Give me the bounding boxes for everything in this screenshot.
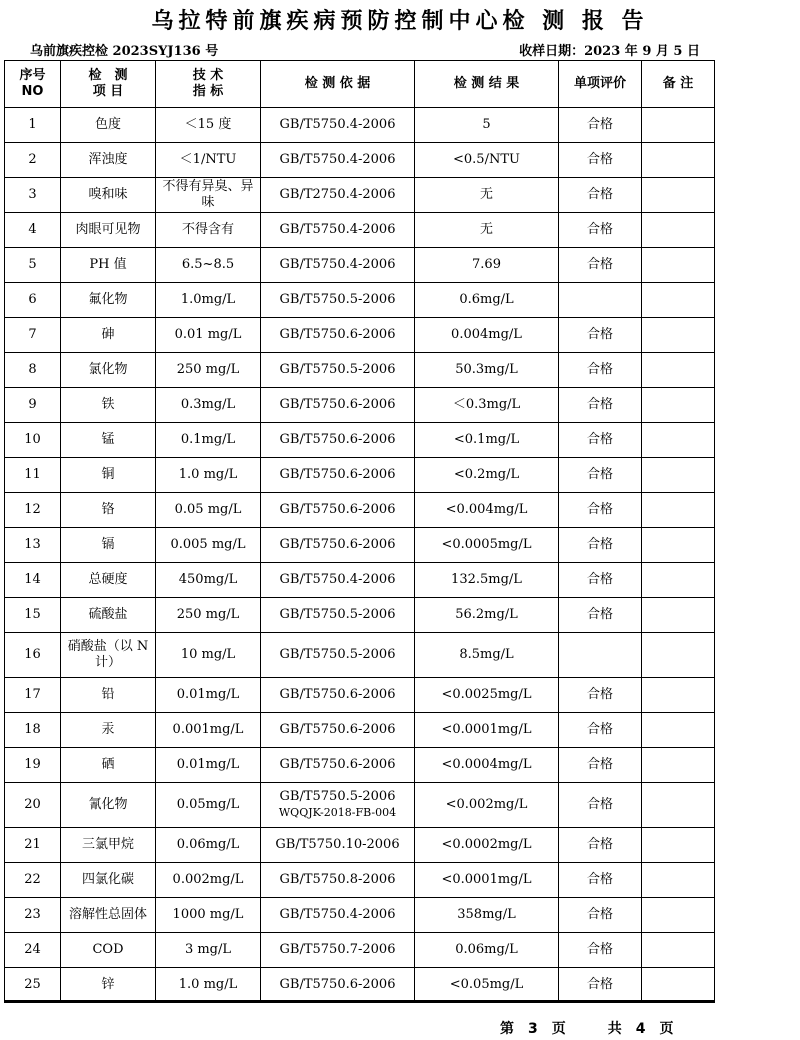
row-basis-text: GB/T5750.6-2006 — [279, 757, 396, 772]
table-row — [5, 353, 715, 388]
row-basis — [261, 493, 415, 528]
results-table — [4, 60, 715, 1003]
row-basis-text: GB/T5750.6-2006 — [279, 327, 396, 342]
row-spec: 0.005 mg/L — [156, 528, 261, 563]
row-item: 铁 — [61, 388, 156, 423]
table-row — [5, 458, 715, 493]
row-spec: 不得有异臭、异味 — [156, 178, 261, 213]
table-row — [5, 423, 715, 458]
row-remark — [642, 528, 715, 563]
row-result: <0.0005mg/L — [415, 528, 559, 563]
row-basis — [261, 898, 415, 933]
row-no: 1 — [5, 108, 61, 143]
table-row — [5, 933, 715, 968]
page-footer: 第 3 页 共 4 页 — [500, 1021, 674, 1037]
table-row — [5, 863, 715, 898]
row-basis-text: GB/T5750.6-2006 — [279, 537, 396, 552]
row-item: 硒 — [61, 748, 156, 783]
row-spec: 不得含有 — [156, 213, 261, 248]
row-no: 5 — [5, 248, 61, 283]
row-no: 4 — [5, 213, 61, 248]
row-remark — [642, 968, 715, 1003]
row-eval — [559, 283, 642, 318]
row-remark — [642, 933, 715, 968]
row-eval: 合格 — [559, 353, 642, 388]
row-eval: 合格 — [559, 933, 642, 968]
row-result: 132.5mg/L — [415, 563, 559, 598]
row-eval: 合格 — [559, 828, 642, 863]
row-no: 25 — [5, 968, 61, 1003]
row-no: 15 — [5, 598, 61, 633]
row-item: 四氯化碳 — [61, 863, 156, 898]
row-remark — [642, 713, 715, 748]
row-result: <0.002mg/L — [415, 783, 559, 828]
table-row — [5, 713, 715, 748]
row-eval: 合格 — [559, 318, 642, 353]
row-result: ＜0.3mg/L — [415, 388, 559, 423]
row-no: 18 — [5, 713, 61, 748]
row-basis — [261, 423, 415, 458]
row-basis-text: GB/T5750.4-2006 — [279, 572, 396, 587]
header-no: 序号 NO — [5, 61, 61, 108]
row-item: 氰化物 — [61, 783, 156, 828]
row-spec: ＜1/NTU — [156, 143, 261, 178]
row-spec: 450mg/L — [156, 563, 261, 598]
row-basis — [261, 178, 415, 213]
row-basis — [261, 458, 415, 493]
row-result: 56.2mg/L — [415, 598, 559, 633]
row-basis — [261, 933, 415, 968]
row-remark — [642, 598, 715, 633]
row-eval: 合格 — [559, 528, 642, 563]
row-no: 12 — [5, 493, 61, 528]
row-item: PH 值 — [61, 248, 156, 283]
row-result: <0.0001mg/L — [415, 863, 559, 898]
row-remark — [642, 493, 715, 528]
table-row — [5, 493, 715, 528]
report-title: 乌拉特前旗疾病预防控制中心检 测 报 告 — [151, 9, 649, 34]
row-basis — [261, 783, 415, 828]
row-item: 肉眼可见物 — [61, 213, 156, 248]
row-result: 无 — [415, 178, 559, 213]
row-spec: 0.01mg/L — [156, 678, 261, 713]
row-eval: 合格 — [559, 493, 642, 528]
table-row — [5, 388, 715, 423]
row-remark — [642, 828, 715, 863]
table-row — [5, 678, 715, 713]
row-item: 三氯甲烷 — [61, 828, 156, 863]
row-item: 铬 — [61, 493, 156, 528]
row-remark — [642, 143, 715, 178]
row-basis — [261, 143, 415, 178]
row-spec: 3 mg/L — [156, 933, 261, 968]
table-row — [5, 108, 715, 143]
row-result: <0.0001mg/L — [415, 713, 559, 748]
row-item: 硫酸盐 — [61, 598, 156, 633]
row-basis — [261, 563, 415, 598]
row-basis — [261, 318, 415, 353]
row-item: 铅 — [61, 678, 156, 713]
row-basis-text: GB/T5750.8-2006 — [279, 872, 396, 887]
row-eval: 合格 — [559, 863, 642, 898]
row-item: 镉 — [61, 528, 156, 563]
row-basis — [261, 633, 415, 678]
row-eval: 合格 — [559, 213, 642, 248]
header-remark: 备 注 — [642, 61, 715, 108]
row-result: 5 — [415, 108, 559, 143]
row-basis-text: GB/T5750.6-2006 — [279, 977, 396, 992]
row-no: 13 — [5, 528, 61, 563]
row-eval: 合格 — [559, 783, 642, 828]
header-item: 检 测 项 目 — [61, 61, 156, 108]
row-result: 7.69 — [415, 248, 559, 283]
row-item: 嗅和味 — [61, 178, 156, 213]
row-basis — [261, 678, 415, 713]
row-remark — [642, 248, 715, 283]
row-eval: 合格 — [559, 388, 642, 423]
row-spec: 0.05 mg/L — [156, 493, 261, 528]
row-result: <0.004mg/L — [415, 493, 559, 528]
row-no: 19 — [5, 748, 61, 783]
row-remark — [642, 678, 715, 713]
row-spec: 0.06mg/L — [156, 828, 261, 863]
row-no: 2 — [5, 143, 61, 178]
row-remark — [642, 563, 715, 598]
row-remark — [642, 898, 715, 933]
row-result: 无 — [415, 213, 559, 248]
row-no: 11 — [5, 458, 61, 493]
row-no: 7 — [5, 318, 61, 353]
row-eval: 合格 — [559, 598, 642, 633]
row-result: <0.05mg/L — [415, 968, 559, 1003]
row-remark — [642, 213, 715, 248]
sample-date: 收样日期：2023 年 9 月 5 日 — [519, 44, 700, 59]
row-no: 10 — [5, 423, 61, 458]
row-spec: 0.002mg/L — [156, 863, 261, 898]
row-basis-text: GB/T5750.4-2006 — [279, 222, 396, 237]
row-basis-text: GB/T5750.4-2006 — [279, 152, 396, 167]
row-item: 砷 — [61, 318, 156, 353]
row-item: 总硬度 — [61, 563, 156, 598]
table-row — [5, 178, 715, 213]
row-result: <0.0002mg/L — [415, 828, 559, 863]
row-basis — [261, 598, 415, 633]
row-remark — [642, 863, 715, 898]
table-row — [5, 563, 715, 598]
row-item: 锌 — [61, 968, 156, 1003]
row-basis — [261, 353, 415, 388]
table-row — [5, 598, 715, 633]
table-row — [5, 248, 715, 283]
row-basis-text: GB/T5750.5-2006 — [279, 789, 396, 804]
table-row — [5, 318, 715, 353]
report-number: 乌前旗疾控检 2023SYJ136 号 — [30, 44, 219, 59]
row-basis — [261, 713, 415, 748]
row-basis — [261, 283, 415, 318]
row-spec: 1.0mg/L — [156, 283, 261, 318]
header-spec: 技 术 指 标 — [156, 61, 261, 108]
table-row — [5, 828, 715, 863]
row-item: 氯化物 — [61, 353, 156, 388]
row-basis — [261, 388, 415, 423]
table-row — [5, 898, 715, 933]
row-eval — [559, 633, 642, 678]
row-result: 50.3mg/L — [415, 353, 559, 388]
row-eval: 合格 — [559, 678, 642, 713]
row-no: 16 — [5, 633, 61, 678]
row-basis-text: GB/T5750.6-2006 — [279, 687, 396, 702]
row-result: <0.0004mg/L — [415, 748, 559, 783]
row-basis-text: GB/T2750.4-2006 — [279, 187, 396, 202]
row-eval: 合格 — [559, 563, 642, 598]
table-row — [5, 283, 715, 318]
row-eval: 合格 — [559, 143, 642, 178]
row-no: 8 — [5, 353, 61, 388]
row-item: 氟化物 — [61, 283, 156, 318]
row-item: 溶解性总固体 — [61, 898, 156, 933]
row-spec: 1.0 mg/L — [156, 968, 261, 1003]
row-result: <0.2mg/L — [415, 458, 559, 493]
row-basis — [261, 528, 415, 563]
header-basis: 检 测 依 据 — [261, 61, 415, 108]
row-result: <0.5/NTU — [415, 143, 559, 178]
row-basis-text: GB/T5750.5-2006 — [279, 362, 396, 377]
row-no: 22 — [5, 863, 61, 898]
row-result: 0.6mg/L — [415, 283, 559, 318]
row-remark — [642, 353, 715, 388]
row-remark — [642, 458, 715, 493]
row-basis-text: GB/T5750.6-2006 — [279, 432, 396, 447]
row-spec: 0.3mg/L — [156, 388, 261, 423]
row-item: 铜 — [61, 458, 156, 493]
row-basis-text: GB/T5750.4-2006 — [279, 257, 396, 272]
row-eval: 合格 — [559, 748, 642, 783]
row-spec: 1.0 mg/L — [156, 458, 261, 493]
row-eval: 合格 — [559, 178, 642, 213]
row-no: 6 — [5, 283, 61, 318]
row-basis — [261, 108, 415, 143]
row-eval: 合格 — [559, 898, 642, 933]
row-no: 9 — [5, 388, 61, 423]
row-basis-text: GB/T5750.4-2006 — [279, 907, 396, 922]
row-spec: 0.01 mg/L — [156, 318, 261, 353]
row-spec: 0.01mg/L — [156, 748, 261, 783]
row-eval: 合格 — [559, 713, 642, 748]
row-result: 0.06mg/L — [415, 933, 559, 968]
row-spec: 6.5~8.5 — [156, 248, 261, 283]
row-no: 17 — [5, 678, 61, 713]
row-eval: 合格 — [559, 248, 642, 283]
row-no: 24 — [5, 933, 61, 968]
row-no: 20 — [5, 783, 61, 828]
row-item: 汞 — [61, 713, 156, 748]
row-eval: 合格 — [559, 423, 642, 458]
row-no: 21 — [5, 828, 61, 863]
row-basis — [261, 828, 415, 863]
row-basis-text: GB/T5750.5-2006 — [279, 607, 396, 622]
row-spec: 0.1mg/L — [156, 423, 261, 458]
row-no: 14 — [5, 563, 61, 598]
row-basis-text: GB/T5750.6-2006 — [279, 397, 396, 412]
row-eval: 合格 — [559, 108, 642, 143]
row-spec: 0.05mg/L — [156, 783, 261, 828]
row-no: 23 — [5, 898, 61, 933]
row-spec: 250 mg/L — [156, 598, 261, 633]
header-row — [5, 61, 715, 108]
row-item: 色度 — [61, 108, 156, 143]
row-remark — [642, 783, 715, 828]
row-remark — [642, 108, 715, 143]
row-basis-secondary: WQQJK-2018-FB-004 — [278, 806, 397, 819]
row-result: 358mg/L — [415, 898, 559, 933]
table-row — [5, 783, 715, 828]
row-remark — [642, 633, 715, 678]
row-basis-text: GB/T5750.7-2006 — [279, 942, 396, 957]
row-basis-text: GB/T5750.5-2006 — [279, 647, 396, 662]
row-spec: 10 mg/L — [156, 633, 261, 678]
row-basis-text: GB/T5750.6-2006 — [279, 722, 396, 737]
table-row — [5, 528, 715, 563]
row-result: <0.1mg/L — [415, 423, 559, 458]
row-item: COD — [61, 933, 156, 968]
table-row — [5, 213, 715, 248]
row-item: 硝酸盐（以 N 计） — [61, 633, 156, 678]
header-result: 检 测 结 果 — [415, 61, 559, 108]
row-result: 0.004mg/L — [415, 318, 559, 353]
row-spec: 0.001mg/L — [156, 713, 261, 748]
row-eval: 合格 — [559, 968, 642, 1003]
row-remark — [642, 423, 715, 458]
row-spec: 250 mg/L — [156, 353, 261, 388]
row-spec: 1000 mg/L — [156, 898, 261, 933]
row-item: 锰 — [61, 423, 156, 458]
row-basis — [261, 748, 415, 783]
header-eval: 单项评价 — [559, 61, 642, 108]
row-basis-text: GB/T5750.6-2006 — [279, 502, 396, 517]
row-remark — [642, 318, 715, 353]
row-basis — [261, 863, 415, 898]
table-row — [5, 968, 715, 1003]
row-basis — [261, 213, 415, 248]
table-row — [5, 633, 715, 678]
row-item: 浑浊度 — [61, 143, 156, 178]
row-remark — [642, 388, 715, 423]
row-no: 3 — [5, 178, 61, 213]
row-result: 8.5mg/L — [415, 633, 559, 678]
row-basis-text: GB/T5750.6-2006 — [279, 467, 396, 482]
row-result: <0.0025mg/L — [415, 678, 559, 713]
row-basis-text: GB/T5750.5-2006 — [279, 292, 396, 307]
row-basis-text: GB/T5750.4-2006 — [279, 117, 396, 132]
row-remark — [642, 178, 715, 213]
row-basis — [261, 248, 415, 283]
row-spec: ＜15 度 — [156, 108, 261, 143]
row-basis — [261, 968, 415, 1003]
row-eval: 合格 — [559, 458, 642, 493]
row-basis-text: GB/T5750.10-2006 — [275, 837, 400, 852]
row-remark — [642, 748, 715, 783]
row-remark — [642, 283, 715, 318]
bottom-rule — [4, 1000, 714, 1002]
table-row — [5, 143, 715, 178]
table-row — [5, 748, 715, 783]
